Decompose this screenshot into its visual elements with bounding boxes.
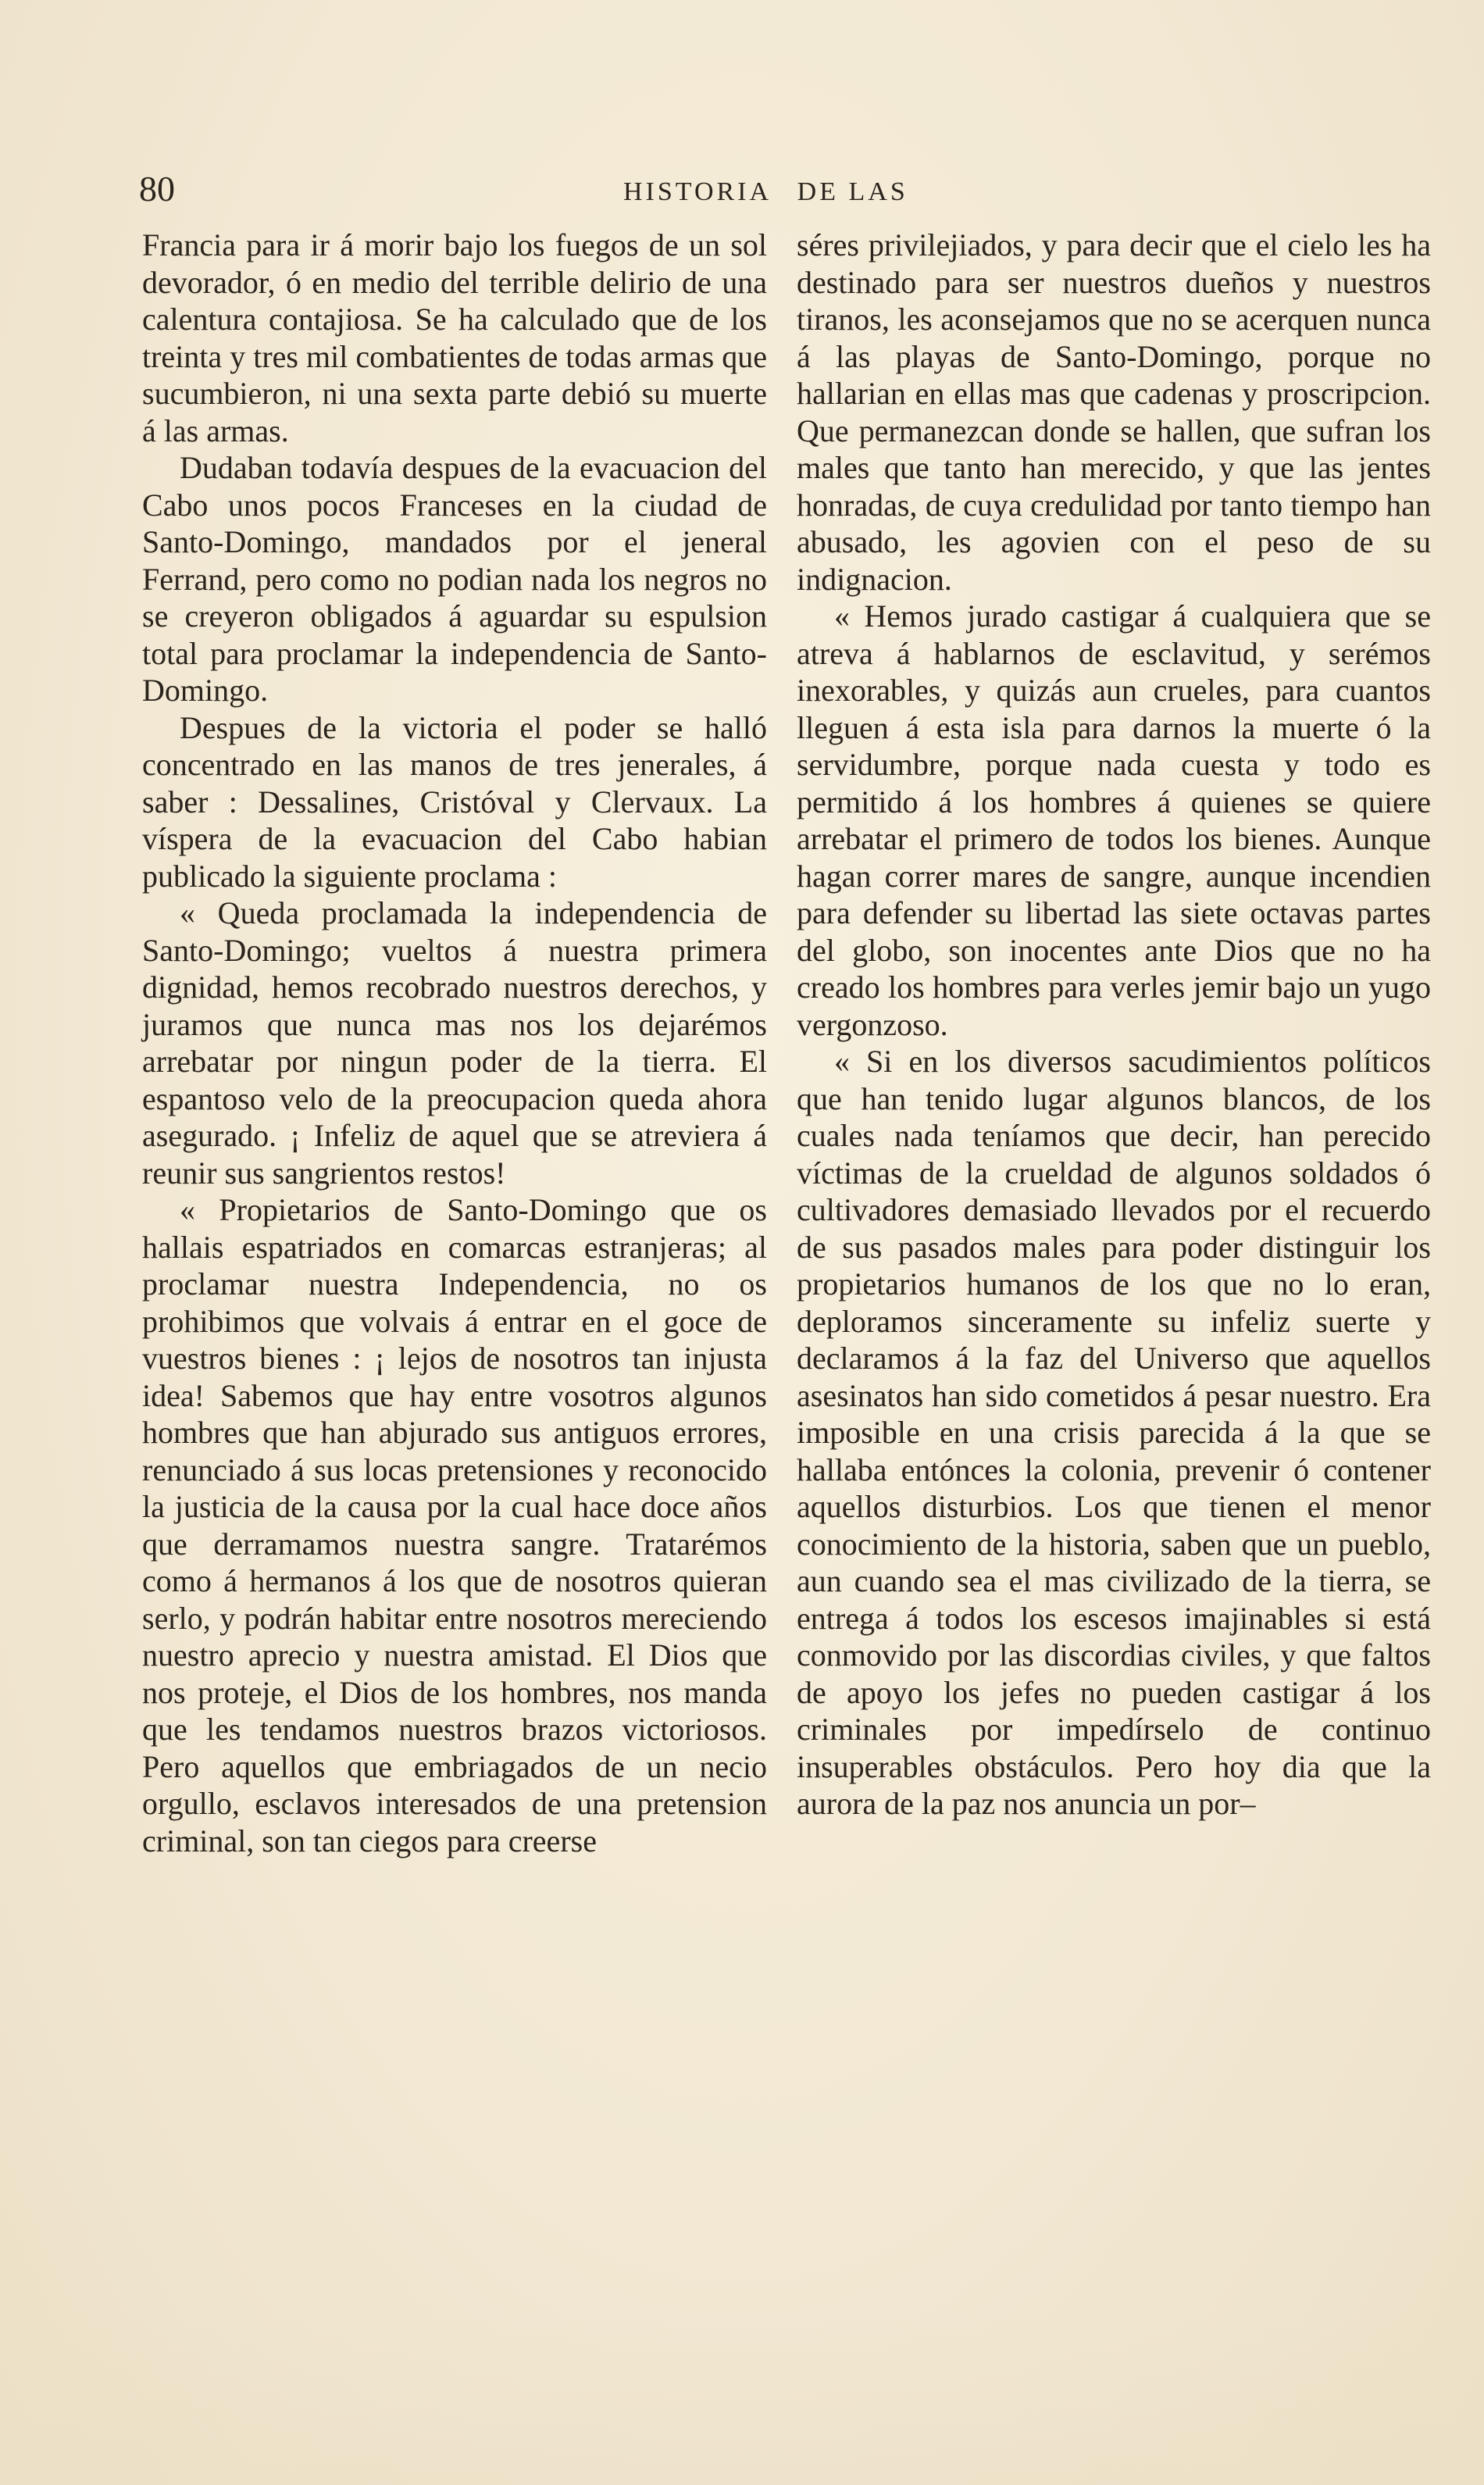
paragraph: Dudaban todavía despues de la evacuacion del Cabo unos pocos Franceses en la ciudad de Santo-Domingo, mandados por el jeneral Ferrand, pero como no podian nada los negros no se creyeron obligados á aguardar su espulsion total para proclamar la independencia de Santo-Domingo.: [142, 450, 767, 708]
page-header: [139, 166, 1420, 212]
paragraph: « Si en los diversos sacudimientos políticos que han tenido lugar algunos blancos, de los cuales nada teníamos que decir, han perecido víctimas de la crueldad de algunos soldados ó cultivadores demasiado llevados por el recuerdo de sus pasados males para poder distinguir los propietarios humanos de los que no lo eran, deploramos sinceramente su infeliz suerte y declaramos á la faz del Universo que aquellos asesinatos han sido cometidos á pesar nuestro. Era imposible en una crisis parecida á la que se hallaba entónces la colonia, prevenir ó contener aquellos disturbios. Los que tienen el menor conocimiento de la historia, saben que un pueblo, aun cuando sea el mas civilizado de la tierra, se entrega á todos los escesos imajinables si está conmovido por las discordias civiles, y que faltos de apoyo los jefes no pueden castigar á los criminales por impedírselo de continuo insuperables obstáculos. Pero hoy dia que la aurora de la paz nos anuncia un por–: [797, 1044, 1431, 1821]
paragraph: « Queda proclamada la independencia de Santo-Domingo; vueltos á nuestra primera dignidad, hemos recobrado nuestros derechos, y juramos que nunca mas nos los dejarémos arrebatar por ningun poder de la tierra. El espantoso velo de la preocupacion queda ahora asegurado. ¡ Infeliz de aquel que se atreviera á reunir sus sangrientos restos!: [142, 895, 767, 1191]
running-head-left: HISTORIA: [623, 177, 771, 206]
running-head-right: DE LAS: [797, 177, 908, 206]
paragraph: Francia para ir á morir bajo los fuegos de un sol devorador, ó en medio del terrible delirio de una calentura contajiosa. Se ha calculado que de los treinta y tres mil combatientes de todas armas que sucumbieron, ni una sexta parte debió su muerte á las armas.: [142, 227, 767, 448]
paragraph: Despues de la victoria el poder se halló concentrado en las manos de tres jenerales, á saber : Dessalines, Cristóval y Clervaux. La víspera de la evacuacion del Cabo habian publicado la siguiente proclama :: [142, 709, 767, 894]
page-edge-shade: [0, 2313, 1484, 2485]
paragraph-continuation: séres privilejiados, y para decir que el cielo les ha destinado para ser nuestros dueños y nuestros tiranos, les aconsejamos que no se acerquen nunca á las playas de Santo-Domingo, porque no hallarian en ellas mas que cadenas y proscripcion. Que permanezcan donde se hallen, que sufran los males que tanto han merecido, y que las jentes honradas, de cuya credulidad por tanto tiempo han abusado, les agovien con el peso de su indignacion.: [797, 227, 1431, 597]
paragraph: « Propietarios de Santo-Domingo que os hallais espatriados en comarcas estranjeras; al proclamar nuestra Independencia, no os prohibimos que volvais á entrar en el goce de vuestros bienes : ¡ lejos de nosotros tan injusta idea! Sabemos que hay entre vosotros algunos hombres que han abjurado sus antiguos errores, renunciado á sus locas pretensiones y reconocido la justicia de la causa por la cual hace doce años que derramamos nuestra sangre. Tratarémos como á hermanos á los que de nosotros quieran serlo, y podrán habitar entre nosotros mereciendo nuestro aprecio y nuestra amistad. El Dios que nos proteje, el Dios de los hombres, nos manda que les tendamos nuestros brazos victoriosos. Pero aquellos que embriagados de un necio orgullo, esclavos interesados de una pretension criminal, son tan ciegos para creerse: [142, 1192, 767, 1858]
running-head: [623, 170, 908, 214]
paragraph: « Hemos jurado castigar á cualquiera que se atreva á hablarnos de esclavitud, y serémos inexorables, y quizás aun crueles, para cuantos lleguen á esta isla para darnos la muerte ó la servidumbre, porque nada cuesta y todo es permitido á los hombres á quienes se quiere arrebatar el primero de todos los bienes. Aunque hagan correr mares de sangre, aunque incendien para defender su libertad las siete octavas partes del globo, son inocentes ante Dios que no ha creado los hombres para verles jemir bajo un yugo vergonzoso.: [797, 598, 1431, 1042]
page-number: 80: [139, 169, 175, 209]
right-column: [797, 227, 1431, 1823]
left-column: [142, 227, 767, 1859]
